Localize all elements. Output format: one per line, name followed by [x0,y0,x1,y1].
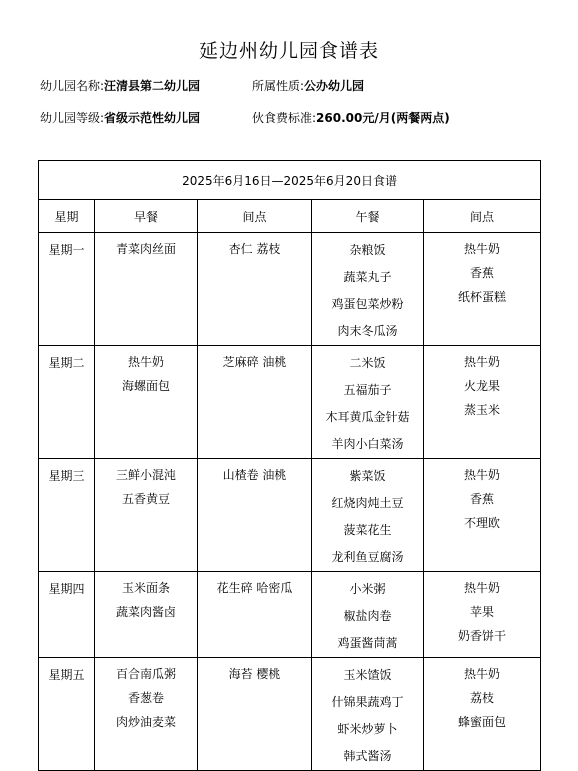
kindergarten-name-label: 幼儿园名称: [40,79,105,93]
breakfast-cell [95,346,198,459]
lunch-cell [312,233,424,346]
snack-afternoon-cell [424,233,541,346]
dish: 什锦果蔬鸡丁 [331,695,404,709]
kindergarten-nature-label: 所属性质: [252,79,305,93]
dish: 蔬菜丸子 [343,270,392,284]
snack-morning-cell [198,233,312,346]
kindergarten-level-label: 幼儿园等级: [40,111,105,125]
dish: 不理欧 [464,516,501,530]
snack-morning-cell [198,346,312,459]
day-label: 星期五 [39,658,95,771]
dish: 荔枝 [470,691,495,705]
dish: 鸡蛋包菜炒粉 [331,297,404,311]
header-breakfast: 早餐 [95,200,198,233]
day-label: 星期一 [39,233,95,346]
snack-morning-cell [198,658,312,771]
page-title: 延边州幼儿园食谱表 [198,40,379,62]
dish: 百合南瓜粥 [115,667,176,681]
dish: 玉米面条 [121,581,170,595]
menu-table [38,160,541,771]
dish: 纸杯蛋糕 [458,290,507,304]
dish: 韩式酱汤 [343,749,392,763]
day-label: 星期四 [39,572,95,658]
meal-fee-label: 伙食费标准: [252,111,317,125]
dish: 芝麻碎 油桃 [222,355,287,369]
snack-afternoon-cell [424,658,541,771]
meal-fee-value: 260.00元/月(两餐两点) [316,111,450,125]
lunch-cell [312,346,424,459]
dish: 苹果 [470,605,495,619]
dish: 香蕉 [470,492,495,506]
dish: 小米粥 [349,582,386,596]
table-row [39,233,541,346]
lunch-cell [312,572,424,658]
dish: 香蕉 [470,266,495,280]
lunch-cell [312,658,424,771]
dish: 热牛奶 [464,242,501,256]
day-label: 星期二 [39,346,95,459]
dish: 蜂蜜面包 [458,715,507,729]
dish: 杂粮饭 [349,243,386,257]
meal-fee [252,109,450,126]
dish: 二米饭 [349,356,386,370]
kindergarten-name [40,77,200,94]
header-day: 星期 [39,200,95,233]
dish: 热牛奶 [464,581,501,595]
dish: 山楂卷 油桃 [222,468,287,482]
menu-period: 2025年6月16日—2025年6月20日食谱 [39,161,541,200]
header-row [39,200,541,233]
dish: 蒸玉米 [464,403,501,417]
dish: 椒盐肉卷 [343,609,392,623]
header-snack-morning: 间点 [198,200,312,233]
period-row [39,161,541,200]
dish: 热牛奶 [464,355,501,369]
dish: 紫菜饭 [349,469,386,483]
header-snack-afternoon: 间点 [424,200,541,233]
dish: 三鲜小混沌 [115,468,176,482]
dish: 鸡蛋酱茼蒿 [337,636,398,650]
dish: 热牛奶 [464,667,501,681]
kindergarten-nature [252,77,364,94]
dish: 杏仁 荔枝 [228,242,281,256]
snack-afternoon-cell [424,459,541,572]
kindergarten-level-value: 省级示范性幼儿园 [104,111,201,125]
snack-morning-cell [198,459,312,572]
dish: 菠菜花生 [343,523,392,537]
breakfast-cell [95,658,198,771]
table-row [39,346,541,459]
snack-morning-cell [198,572,312,658]
snack-afternoon-cell [424,346,541,459]
dish: 蔬菜肉酱卤 [115,605,176,619]
dish: 玉米馇饭 [343,668,392,682]
dish: 热牛奶 [127,355,164,369]
dish: 龙利鱼豆腐汤 [331,550,404,564]
dish: 木耳黄瓜金针菇 [325,410,410,424]
header-lunch: 午餐 [312,200,424,233]
dish: 花生碎 哈密瓜 [216,581,293,595]
dish: 热牛奶 [464,468,501,482]
dish: 火龙果 [464,379,501,393]
dish: 肉末冬瓜汤 [337,324,398,338]
table-row [39,459,541,572]
breakfast-cell [95,233,198,346]
dish: 虾米炒萝卜 [337,722,398,736]
dish: 肉炒油麦菜 [115,715,176,729]
day-label: 星期三 [39,459,95,572]
table-row [39,658,541,771]
dish: 红烧肉炖土豆 [331,496,404,510]
kindergarten-level [40,109,200,126]
kindergarten-nature-value: 公办幼儿园 [304,79,365,93]
dish: 香葱卷 [127,691,164,705]
breakfast-cell [95,572,198,658]
dish: 青菜肉丝面 [115,242,176,256]
dish: 海螺面包 [121,379,170,393]
dish: 五福茄子 [343,383,392,397]
lunch-cell [312,459,424,572]
dish: 奶香饼干 [458,629,507,643]
dish: 海苔 樱桃 [228,667,281,681]
kindergarten-name-value: 汪清县第二幼儿园 [104,79,201,93]
dish: 羊肉小白菜汤 [331,437,404,451]
breakfast-cell [95,459,198,572]
table-row [39,572,541,658]
snack-afternoon-cell [424,572,541,658]
dish: 五香黄豆 [121,492,170,506]
